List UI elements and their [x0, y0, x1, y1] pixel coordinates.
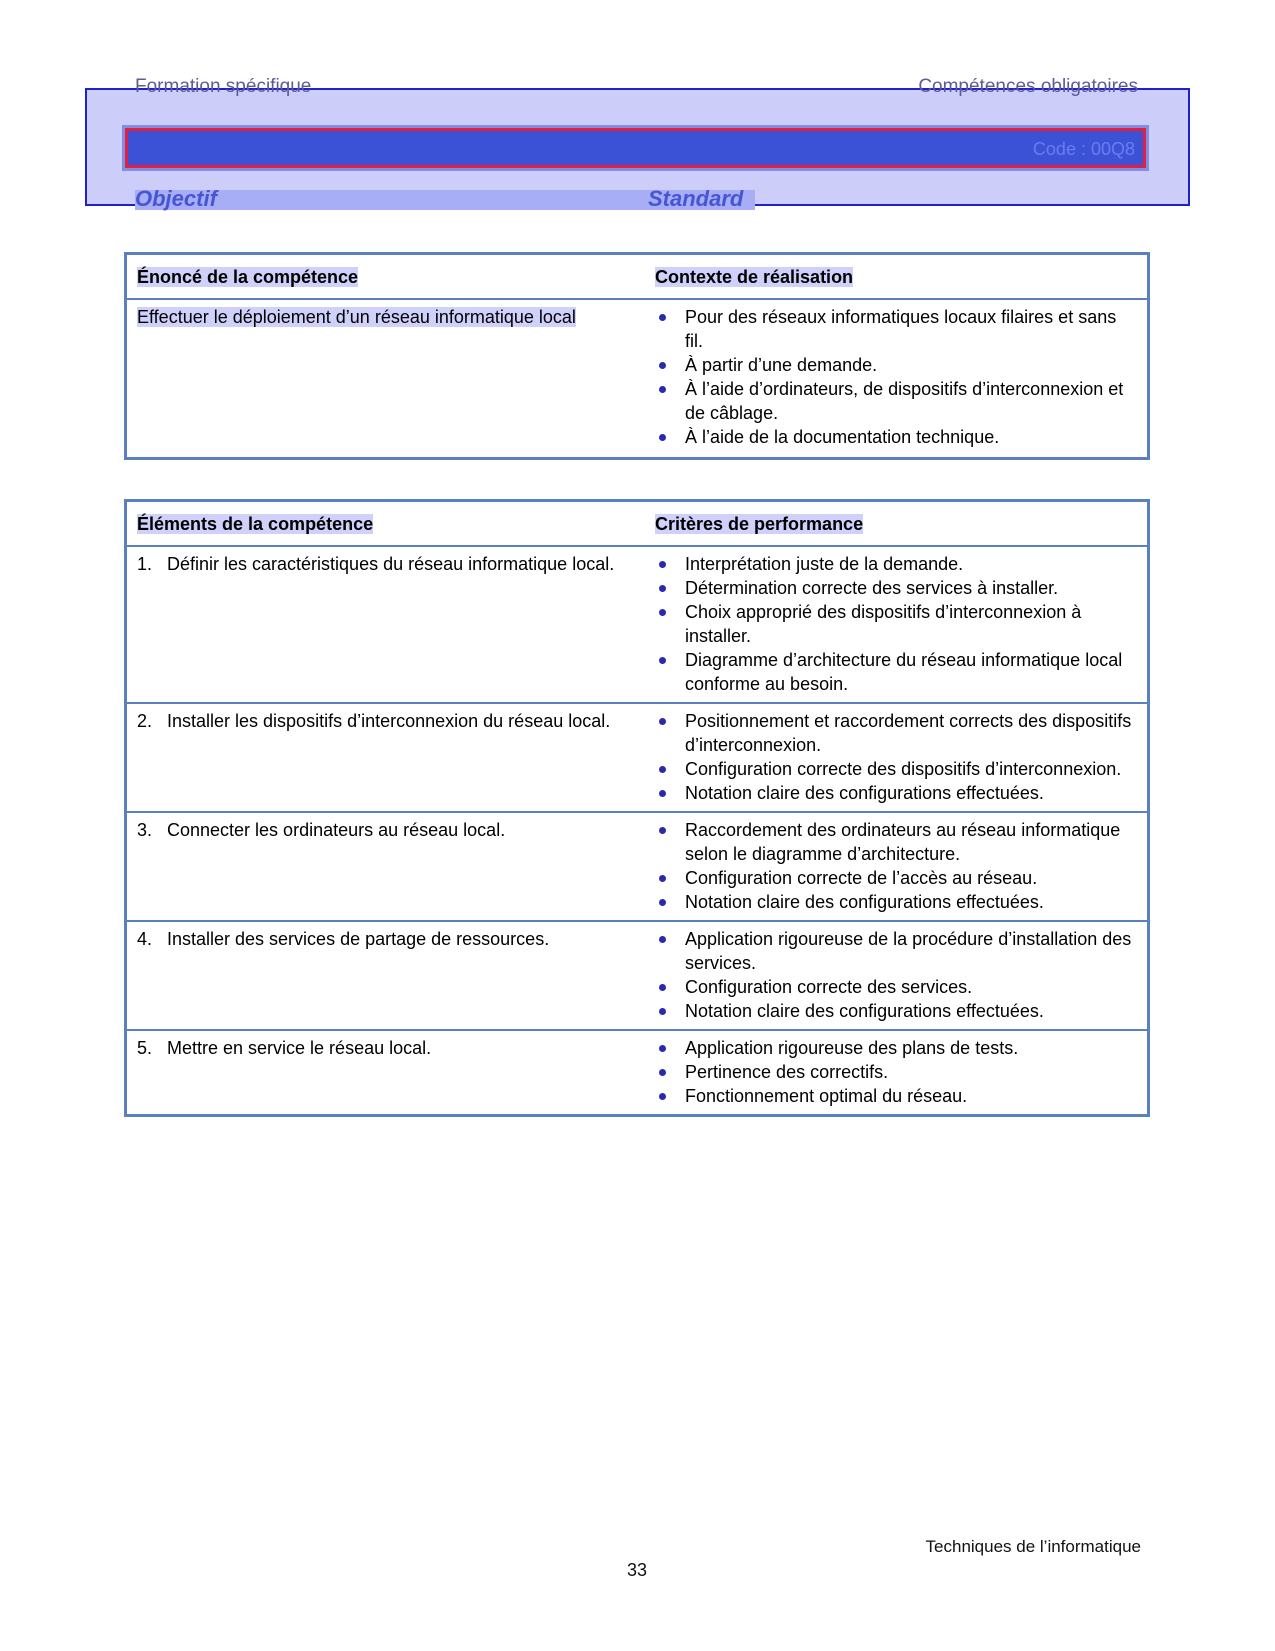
criteres-list	[645, 1030, 1149, 1116]
element-text: Définir les caractéristiques du réseau informatique local.	[167, 554, 615, 574]
element-number: 1.	[137, 554, 153, 574]
element-text: Mettre en service le réseau local.	[167, 1038, 432, 1058]
critere-item: Application rigoureuse des plans de tests.	[685, 1036, 1139, 1060]
element-number: 3.	[137, 820, 153, 840]
critere-item: Détermination correcte des services à installer.	[685, 576, 1139, 600]
header-right: Compétences obligatoires	[918, 76, 1138, 97]
element-cell	[126, 812, 646, 921]
criteres-list	[645, 703, 1149, 812]
critere-item: Choix approprié des dispositifs d’interconnexion à installer.	[685, 600, 1139, 648]
objectif-label: Objectif	[135, 186, 217, 211]
header-left: Formation spécifique	[135, 76, 312, 97]
criteres-list	[645, 921, 1149, 1030]
criteres-header: Critères de performance	[655, 514, 864, 534]
contexte-header: Contexte de réalisation	[655, 267, 854, 287]
critere-item: Notation claire des configurations effectuées.	[685, 781, 1139, 805]
criteres-list	[645, 812, 1149, 921]
elements-header: Éléments de la compétence	[137, 514, 374, 534]
enonce-text: Effectuer le déploiement d’un réseau informatique local	[126, 299, 646, 459]
critere-item: Pertinence des correctifs.	[685, 1060, 1139, 1084]
critere-item: Positionnement et raccordement corrects des dispositifs d’interconnexion.	[685, 709, 1139, 757]
element-text: Installer les dispositifs d’interconnexion du réseau local.	[167, 711, 611, 731]
critere-item: Notation claire des configurations effectuées.	[685, 890, 1139, 914]
critere-item: Configuration correcte des services.	[685, 975, 1139, 999]
element-text: Installer des services de partage de ressources.	[167, 929, 550, 949]
contexte-item: Pour des réseaux informatiques locaux filaires et sans fil.	[685, 305, 1139, 353]
critere-item: Interprétation juste de la demande.	[685, 552, 1139, 576]
page-number: 33	[627, 1560, 648, 1580]
standard-label: Standard	[648, 186, 744, 211]
competence-code: Code : 00Q8	[1032, 139, 1135, 159]
elements-table	[124, 499, 1150, 1117]
contexte-item: À l’aide d’ordinateurs, de dispositifs d’interconnexion et de câblage.	[685, 377, 1139, 425]
critere-item: Notation claire des configurations effectuées.	[685, 999, 1139, 1023]
critere-item: Configuration correcte des dispositifs d’interconnexion.	[685, 757, 1139, 781]
critere-item: Fonctionnement optimal du réseau.	[685, 1084, 1139, 1108]
contexte-item: À l’aide de la documentation technique.	[685, 425, 1139, 449]
element-cell	[126, 546, 646, 703]
enonce-table	[124, 252, 1150, 460]
element-number: 4.	[137, 929, 153, 949]
contexte-list	[645, 299, 1149, 459]
element-cell	[126, 921, 646, 1030]
element-number: 5.	[137, 1038, 153, 1058]
critere-item: Raccordement des ordinateurs au réseau informatique selon le diagramme d’architecture.	[685, 818, 1139, 866]
critere-item: Configuration correcte de l’accès au réseau.	[685, 866, 1139, 890]
element-cell	[126, 703, 646, 812]
element-cell	[126, 1030, 646, 1116]
footer-program: Techniques de l’informatique	[925, 1537, 1141, 1556]
critere-item: Application rigoureuse de la procédure d’installation des services.	[685, 927, 1139, 975]
element-text: Connecter les ordinateurs au réseau local.	[167, 820, 506, 840]
code-bar	[125, 128, 1146, 168]
critere-item: Diagramme d’architecture du réseau informatique local conforme au besoin.	[685, 648, 1139, 696]
element-number: 2.	[137, 711, 153, 731]
criteres-list	[645, 546, 1149, 703]
enonce-header: Énoncé de la compétence	[137, 267, 359, 287]
running-header	[135, 76, 1138, 97]
contexte-item: À partir d’une demande.	[685, 353, 1139, 377]
